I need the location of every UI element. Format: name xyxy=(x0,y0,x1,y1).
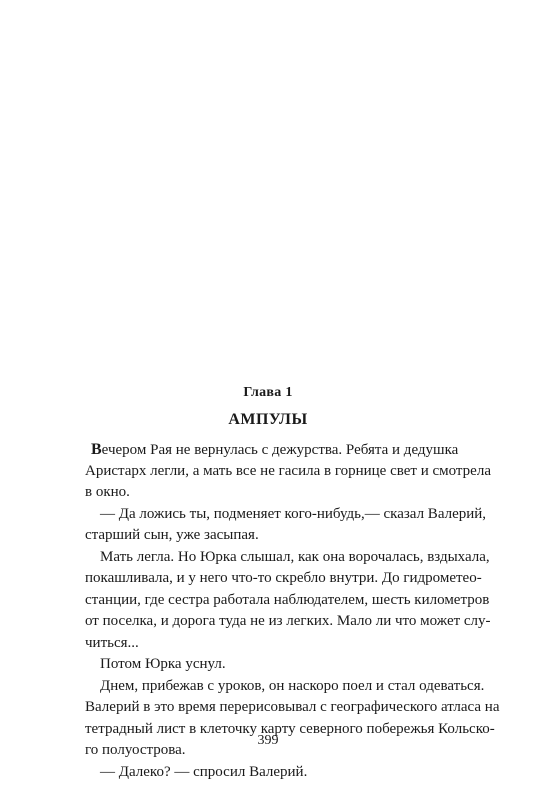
chapter-number: Глава 1 xyxy=(243,385,293,400)
drop-cap: В xyxy=(91,441,102,458)
text-line: Днем, прибежав с уроков, он наскоро поел и стал одеваться. xyxy=(100,677,485,694)
text-line: покашливала, и у него что-то скребло внутри. До гидрометео- xyxy=(85,570,482,586)
text-line: станции, где сестра работала наблюдателем, шесть километров xyxy=(85,591,490,608)
text-line xyxy=(85,439,459,461)
text-line: старший сын, уже засыпая. xyxy=(85,527,259,543)
text-line: — Далеко? — спросил Валерий. xyxy=(100,763,308,780)
text-line: от поселка, и дорога туда не из легких. Мало ли что может слу- xyxy=(85,613,491,629)
chapter-title: АМПУЛЫ xyxy=(228,411,308,428)
text-line-content: ечером Рая не вернулась с дежурства. Ребята и дедушка xyxy=(101,442,459,458)
text-line: тетрадный лист в клеточку карту северного побережья Кольско- xyxy=(85,720,495,737)
text-line: — Да ложись ты, подменяет кого-нибудь,— сказал Валерий, xyxy=(100,505,487,522)
text-line: Валерий в это время перерисовывал с географического атласа на xyxy=(85,699,500,715)
text-line: Мать легла. Но Юрка слышал, как она ворочалась, вздыхала, xyxy=(100,548,490,565)
page-number: 399 xyxy=(257,733,279,748)
text-line: Аристарх легли, а мать все не гасила в горнице свет и смотрела xyxy=(85,462,491,479)
text-line: Потом Юрка уснул. xyxy=(100,656,226,672)
body-text xyxy=(85,439,500,783)
text-line: в окно. xyxy=(85,484,130,500)
text-line: го полуострова. xyxy=(85,742,186,758)
text-line: читься... xyxy=(85,634,139,651)
